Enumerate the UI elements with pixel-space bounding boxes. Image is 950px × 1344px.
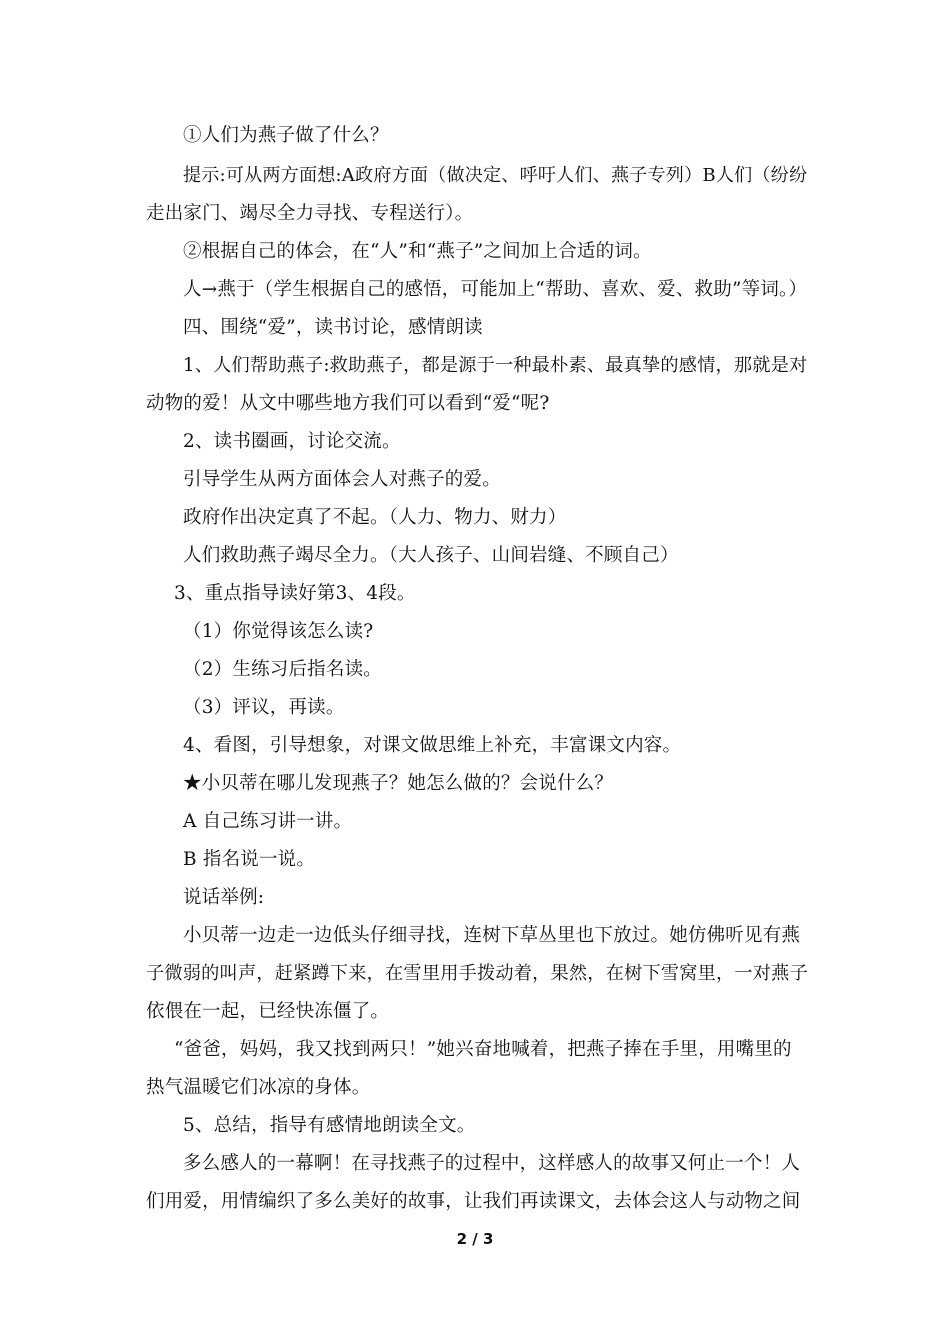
section-heading: 四、围绕“爱”，读书讨论，感情朗读 bbox=[183, 317, 483, 338]
text-line: （2）生练习后指名读。 bbox=[183, 659, 382, 680]
text-line: A 自己练习讲一讲。 bbox=[183, 811, 353, 832]
text-line: 3、重点指导读好第3、4段。 bbox=[174, 583, 416, 604]
text-line: 们用爱，用情编织了多么美好的故事，让我们再读课文，去体会这人与动物之间 bbox=[146, 1191, 801, 1212]
text-line: ★小贝蒂在哪儿发现燕子？她怎么做的？会说什么？ bbox=[183, 773, 614, 794]
text-line: （1）你觉得该怎么读? bbox=[183, 621, 374, 642]
text-line: 人→燕于（学生根据自己的感悟，可能加上“帮助、喜欢、爱、救助”等词。） bbox=[183, 279, 808, 300]
text-line: 走出家门、竭尽全力寻找、专程送行）。 bbox=[146, 203, 474, 224]
text-line: （3）评议，再读。 bbox=[183, 697, 345, 718]
text-line: 说话举例: bbox=[183, 887, 265, 908]
text-line: ②根据自己的体会，在“人”和“燕子”之间加上合适的词。 bbox=[183, 241, 652, 262]
text-line: “爸爸，妈妈，我又找到两只！”她兴奋地喊着，把燕子捧在手里，用嘴里的 bbox=[174, 1039, 792, 1060]
text-line: 动物的爱！从文中哪些地方我们可以看到“爱“呢? bbox=[146, 393, 550, 414]
text-line: 2、读书圈画，讨论交流。 bbox=[183, 431, 401, 452]
text-line: 政府作出决定真了不起。（人力、物力、财力） bbox=[183, 507, 567, 528]
text-line: 5、总结，指导有感情地朗读全文。 bbox=[183, 1115, 476, 1136]
text-line: 人们救助燕子竭尽全力。（大人孩子、山间岩缝、不顾自己） bbox=[183, 545, 679, 566]
text-line: 1、人们帮助燕子:救助燕子，都是源于一种最朴素、最真挚的感情，那就是对 bbox=[183, 355, 808, 376]
text-line: 引导学生从两方面体会人对燕子的爱。 bbox=[183, 469, 501, 490]
text-line: B 指名说一说。 bbox=[183, 849, 316, 870]
text-line: 热气温暖它们冰凉的身体。 bbox=[146, 1077, 371, 1098]
text-line: 多么感人的一幕啊！在寻找燕子的过程中，这样感人的故事又何止一个！人 bbox=[183, 1153, 801, 1174]
text-line: 提示:可从两方面想:A政府方面（做决定、呼吁人们、燕子专列）B人们（纷纷 bbox=[183, 165, 808, 186]
text-line: 4、看图，引导想象，对课文做思维上补充，丰富课文内容。 bbox=[183, 735, 682, 756]
text-line: 子微弱的叫声，赶紧蹲下来，在雪里用手拨动着，果然，在树下雪窝里，一对燕子 bbox=[146, 963, 808, 984]
text-line: 小贝蒂一边走一边低头仔细寻找，连树下草丛里也下放过。她仿佛听见有燕 bbox=[183, 925, 801, 946]
text-line: ①人们为燕子做了什么？ bbox=[183, 125, 389, 146]
text-line: 依偎在一起，已经快冻僵了。 bbox=[146, 1001, 390, 1022]
page-number: 2 / 3 bbox=[456, 1230, 494, 1248]
